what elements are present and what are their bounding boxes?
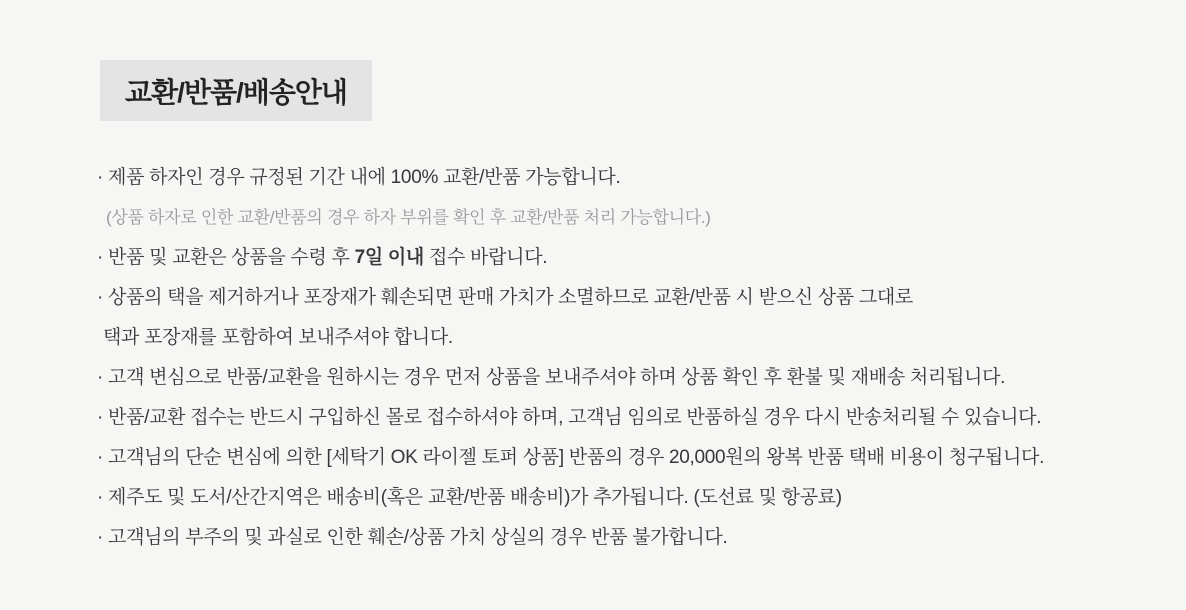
notice-note-text: (상품 하자로 인한 교환/반품의 경우 하자 부위를 확인 후 교환/반품 처리 가능합니다.) [106, 208, 711, 227]
notice-text: 고객 변심으로 반품/교환을 원하시는 경우 먼저 상품을 보내주셔야 하며 상품 확인 후 환불 및 재배송 처리됩니다. [108, 367, 1006, 388]
section-title: 교환/반품/배송안내 [125, 76, 347, 108]
notice-text-bold: 7일 이내 [354, 247, 424, 268]
notice-line-defect-note [97, 198, 1044, 238]
notice-list [97, 158, 1044, 558]
notice-text: 택과 포장재를 포함하여 보내주셔야 합니다. [103, 327, 453, 348]
section-title-box [100, 60, 372, 121]
bullet-dot: · [97, 247, 104, 268]
bullet-dot: · [97, 167, 104, 188]
notice-text-post: 접수 바랍니다. [423, 247, 548, 268]
notice-line-7day-limit [97, 238, 1044, 278]
bullet-dot: · [97, 407, 104, 428]
bullet-dot: · [97, 367, 104, 388]
bullet-dot: · [97, 527, 104, 548]
notice-text: 반품/교환 접수는 반드시 구입하신 몰로 접수하셔야 하며, 고객님 임의로 반품하실 경우 다시 반송처리될 수 있습니다. [108, 407, 1042, 428]
notice-text: 고객님의 부주의 및 과실로 인한 훼손/상품 가치 상실의 경우 반품 불가합니다. [108, 527, 728, 548]
notice-text: 상품의 택을 제거하거나 포장재가 훼손되면 판매 가치가 소멸하므로 교환/반품 시 받으신 상품 그대로 [108, 287, 913, 308]
notice-line-mall-receipt [97, 398, 1044, 438]
notice-line-change-of-mind [97, 358, 1044, 398]
notice-line-return-fee [97, 438, 1044, 478]
notice-text: 제주도 및 도서/산간지역은 배송비(혹은 교환/반품 배송비)가 추가됩니다. (도선료 및 항공료) [108, 487, 842, 508]
notice-line-defect-exchange [97, 158, 1044, 198]
bullet-dot: · [97, 447, 104, 468]
notice-line-tag-packaging [97, 278, 1044, 318]
notice-text: 고객님의 단순 변심에 의한 [세탁기 OK 라이젤 토퍼 상품] 반품의 경우 20,000원의 왕복 반품 택배 비용이 청구됩니다. [108, 447, 1045, 468]
notice-text-pre: 반품 및 교환은 상품을 수령 후 [108, 247, 355, 268]
bullet-dot: · [97, 287, 104, 308]
notice-line-customer-fault [97, 518, 1044, 558]
notice-line-jeju-islands [97, 478, 1044, 518]
notice-text: 제품 하자인 경우 규정된 기간 내에 100% 교환/반품 가능합니다. [108, 167, 621, 188]
bullet-dot: · [97, 487, 104, 508]
notice-line-tag-packaging-cont [97, 318, 1044, 358]
